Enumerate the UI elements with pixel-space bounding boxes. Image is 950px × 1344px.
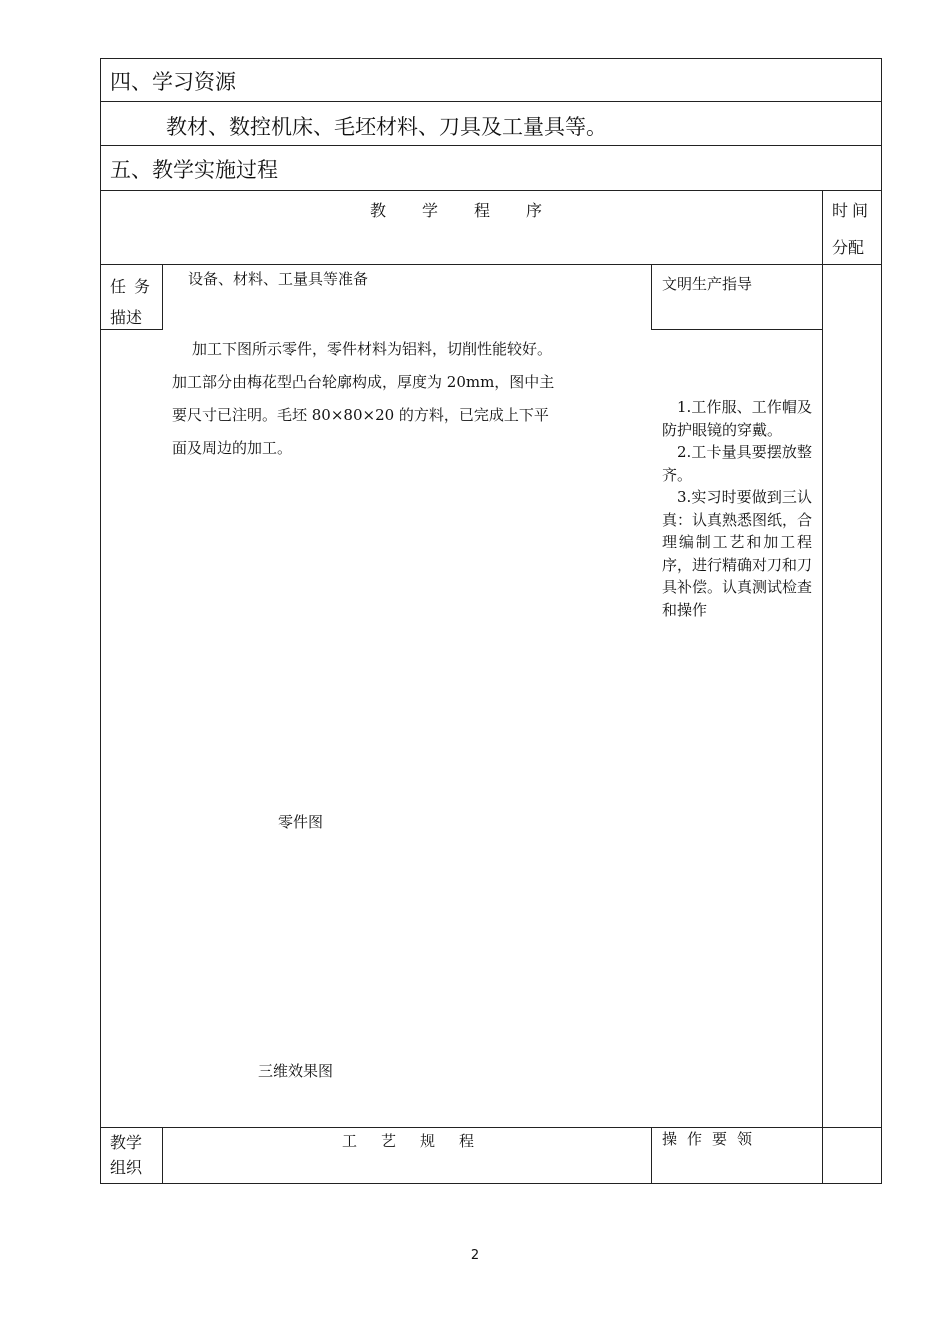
bottom-row-top-line: [100, 1127, 882, 1128]
section5-title: 五、教学实施过程: [110, 158, 278, 182]
task-description: [172, 333, 647, 465]
organization-label-line1: 教学: [110, 1133, 143, 1152]
guidance-header-bottom: [651, 329, 823, 330]
teaching-program-header: 教学程序: [370, 201, 579, 220]
guidance-item-1: 1.工作服、工作帽及防护眼镜的穿戴。: [662, 398, 812, 439]
bottom-operation-divider: [651, 1127, 652, 1184]
guidance-column-divider: [651, 264, 652, 330]
time-allocation-header-line1: 时间: [832, 201, 873, 220]
task-desc-line3: 要尺寸已注明。毛坯 80×80×20 的方料，已完成上下平: [172, 406, 549, 424]
guidance-title: 文明生产指导: [662, 275, 753, 293]
preparation-text: 设备、材料、工量具等准备: [188, 270, 369, 288]
section4-content: 教材、数控机床、毛坯材料、刀具及工量具等。: [166, 115, 607, 139]
section4-title: 四、学习资源: [110, 70, 236, 94]
guidance-item-3: 3.实习时要做到三认真：认真熟悉图纸，合理编制工艺和加工程序，进行精确对刀和刀具补偿。认真测试检查和操作: [662, 488, 813, 619]
page-number: 2: [470, 1248, 480, 1263]
organization-label-line2: 组织: [110, 1158, 143, 1177]
time-allocation-header-line2: 分配: [832, 238, 865, 257]
guidance-notes: [662, 396, 812, 621]
task-desc-line4: 面及周边的加工。: [172, 439, 293, 457]
3d-model-caption: 三维效果图: [258, 1062, 334, 1080]
header-row-divider: [100, 264, 882, 265]
bottom-label-divider: [162, 1127, 163, 1184]
guidance-item-2: 2.工卡量具要摆放整齐。: [662, 443, 812, 484]
part-drawing-caption: 零件图: [278, 813, 324, 831]
task-label-line2: 描述: [110, 308, 143, 327]
time-column-divider: [822, 190, 823, 1184]
operation-essentials-header: 操作要领: [662, 1130, 763, 1148]
process-spec-header: 工艺规程: [342, 1132, 499, 1150]
task-desc-line2: 加工部分由梅花型凸台轮廓构成，厚度为 20mm，图中主: [172, 373, 555, 391]
task-desc-line1: 加工下图所示零件，零件材料为铝料，切削性能较好。: [192, 340, 553, 358]
task-label-line1: 任务: [110, 277, 159, 296]
